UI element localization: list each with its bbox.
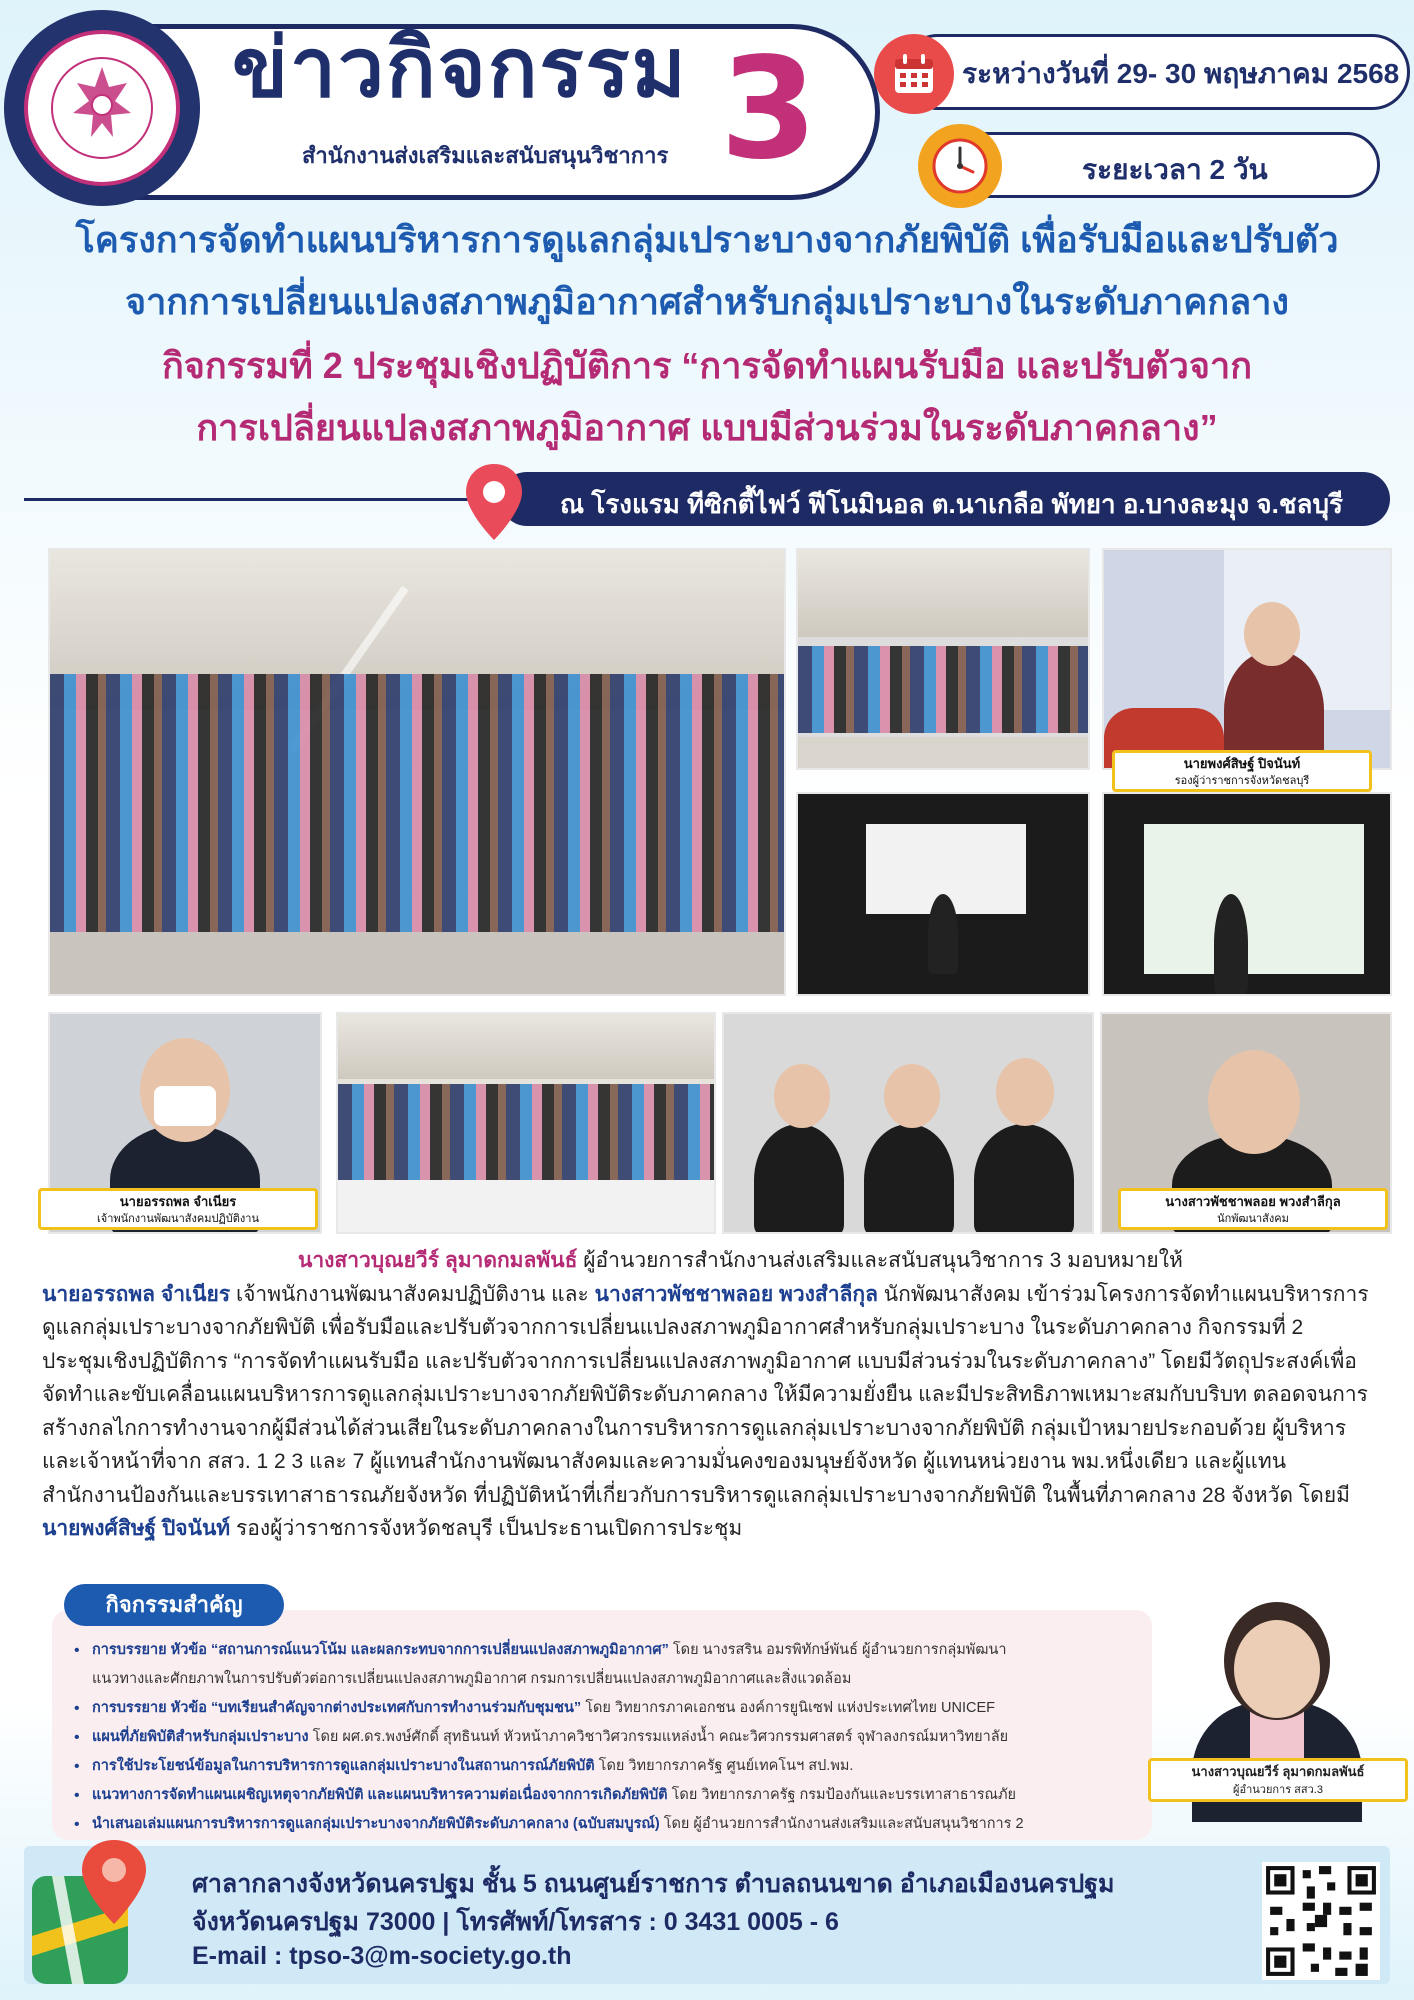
brand-number: 3 [720, 28, 818, 191]
list-item: • การบรรยาย หัวข้อ “สถานการณ์แนวโน้ม และผลกระทบจากการเปลี่ยนแปลงสภาพภูมิอากาศ” โดย นางรสริน อมรพิทักษ์พันธ์ ผู้อำนวยการกลุ่มพัฒนา [72, 1636, 1152, 1665]
event-date: ระหว่างวันที่ 29- 30 พฤษภาคม 2568 [962, 58, 1400, 89]
project-title-line1: โครงการจัดทำแผนบริหารการดูแลกลุ่มเปราะบางจากภัยพิบัติ เพื่อรับมือและปรับตัว [75, 219, 1339, 260]
caption-speaker: นายพงศ์สิษฐ์ ปิจนันท์ รองผู้ว่าราชการจังหวัดชลบุรี [1112, 750, 1372, 792]
footer-address-line1: ศาลากลางจังหวัดนครปฐม ชั้น 5 ถนนศูนย์ราชการ ตำบลถนนขาด อำเภอเมืองนครปฐม [192, 1870, 1115, 1898]
venue-text: ณ โรงแรม ทีซิกตี้ไฟว์ ฟีโนมินอล ต.นาเกลือ พัทยา อ.บางละมุง จ.ชลบุรี [560, 489, 1343, 519]
footer-address-line2: จังหวัดนครปฐม 73000 | โทรศัพท์/โทรสาร : 0 3431 0005 - 6 [192, 1908, 839, 1936]
activities-list [72, 1636, 1152, 1839]
staff2-name-highlight: นางสาวพัชชาพลอย พวงสำลีกุล [594, 1282, 878, 1306]
presenter-photo [1102, 792, 1392, 996]
list-item: • แนวทางการจัดทำแผนเผชิญเหตุจากภัยพิบัติ และแผนบริหารความต่อเนื่องจากการเกิดภัยพิบัติ โดย วิทยากรภาครัฐ กรมป้องกันและบรรเทาสาธารณภัย [72, 1781, 1152, 1810]
activities-tag: กิจกรรมสำคัญ [64, 1584, 284, 1626]
group-photo-main [48, 548, 786, 996]
participants-photo [722, 1012, 1094, 1234]
news-body: นางสาวบุณยวีร์ ลุมาดกมลพันธ์ ผู้อำนวยการสำนักงานส่งเสริมและสนับสนุนวิชาการ 3 มอบหมายให้ นายอรรถพล จำเนียร เจ้าพนักงานพัฒนาสังคมปฏิบัติงาน และ นางสาวพัชชาพลอย พวงสำลีกุล นักพัฒนาสังคม เข้าร่วมโครงการจัดทำแผนบริหารการดูแลกลุ่มเปราะบางจากภัยพิบัติ เพื่อรับมือและปรับตัวจากการเปลี่ยนแปลงสภาพภูมิอากาศสำหรับกลุ่มเปราะบาง ในระดับภาคกลาง กิจกรรมที่ 2 ประชุมเชิงปฏิบัติการ “การจัดทำแผนรับมือ และปรับตัวจากการเปลี่ยนแปลงสภาพภูมิอากาศ แบบมีส่วนร่วมในระดับภาคกลาง” โดยมีวัตถุประสงค์เพื่อจัดทำและขับเคลื่อนแผนบริหารการดูแลกลุ่มเปราะบางจากภัยพิบัติระดับภาคกลาง ให้มีความยั่งยืน และมีประสิทธิภาพเหมาะสมกับบริบท ตลอดจนการสร้างกลไกการทำงานจากผู้มีส่วนได้ส่วนเสียในระดับภาคกลางในการบริหารการดูแลกลุ่มเปราะบางจากภัยพิบัติ กลุ่มเป้าหมายประกอบด้วย ผู้บริหารและเจ้าหน้าที่จาก สสว. 1 2 3 และ 7 ผู้แทนสำนักงานพัฒนาสังคมและความมั่นคงของมนุษย์จังหวัด ผู้แทนหน่วยงาน พม.หนึ่งเดียว และผู้แทนสำนักงานป้องกันและบรรเทาสาธารณภัยจังหวัด ที่ปฏิบัติหน้าที่เกี่ยวกับการบริหารดูแลกลุ่มเปราะบางจากภัยพิบัติ ในพื้นที่ภาคกลาง 28 จังหวัด โดยมี นายพงศ์สิษฐ์ ปิจนันท์ รองผู้ว่าราชการจังหวัดชลบุรี เป็นประธานเปิดการประชุม [42, 1249, 1369, 1540]
brand-title: ข่าวกิจกรรม [232, 21, 688, 116]
hall-photo-1 [796, 548, 1090, 770]
list-item: • แผนที่ภัยพิบัติสำหรับกลุ่มเปราะบาง โดย ผศ.ดร.พงษ์ศักดิ์ สุทธินนท์ หัวหน้าภาควิชาวิศวกรรมแหล่งน้ำ คณะวิศวกรรมศาสตร์ จุฬาลงกรณ์มหาวิทยาลัย [72, 1723, 1152, 1752]
location-pin-icon [462, 462, 526, 542]
brand-subtitle: สำนักงานส่งเสริมและสนับสนุนวิชาการ [302, 143, 669, 168]
organization-seal-logo [4, 10, 200, 206]
event-duration: ระยะเวลา 2 วัน [1082, 154, 1268, 185]
list-item: • นำเสนอเล่มแผนการบริหารการดูแลกลุ่มเปราะบางจากภัยพิบัติระดับภาคกลาง (ฉบับสมบูรณ์) โดย ผู้อำนวยการสำนักงานส่งเสริมและสนับสนุนวิชาการ 2 [72, 1810, 1152, 1839]
list-item-continuation: แนวทางและศักยภาพในการปรับตัวต่อการเปลี่ยนแปลงสภาพภูมิอากาศ กรมการเปลี่ยนแปลงสภาพภูมิอากาศและสิ่งแวดล้อม [92, 1671, 852, 1687]
map-pin-icon [24, 1836, 164, 1988]
footer-email[interactable]: E-mail : tpso-3@m-society.go.th [192, 1942, 572, 1970]
qr-code[interactable] [1262, 1862, 1380, 1980]
director-name-highlight: นางสาวบุณยวีร์ ลุมาดกมลพันธ์ [298, 1249, 578, 1272]
list-item: • การบรรยาย หัวข้อ “บทเรียนสำคัญจากต่างประเทศกับการทำงานร่วมกับชุมชน” โดย วิทยากรภาคเอกชน องค์การยูนิเซฟ แห่งประเทศไทย UNICEF [72, 1694, 1152, 1723]
project-title-line2: จากการเปลี่ยนแปลงสภาพภูมิอากาศสำหรับกลุ่มเปราะบางในระดับภาคกลาง [124, 281, 1290, 322]
list-item: • การใช้ประโยชน์ข้อมูลในการบริหารการดูแลกลุ่มเปราะบางในสถานการณ์ภัยพิบัติ โดย วิทยากรภาครัฐ ศูนย์เทคโนฯ สป.พม. [72, 1752, 1152, 1781]
workshop-room-photo [336, 1012, 716, 1234]
clock-icon [918, 124, 1002, 208]
speaker-name-highlight: นายพงศ์สิษฐ์ ปิจนันท์ [42, 1517, 231, 1540]
caption-staff1: นายอรรถพล จำเนียร เจ้าพนักงานพัฒนาสังคมปฏิบัติงาน [38, 1188, 318, 1230]
activity-title-line1: กิจกรรมที่ 2 ประชุมเชิงปฏิบัติการ “การจัดทำแผนรับมือ และปรับตัวจาก [161, 345, 1252, 386]
caption-staff2: นางสาวพัชชาพลอย พวงสำลีกุล นักพัฒนาสังคม [1118, 1188, 1388, 1230]
staff1-name-highlight: นายอรรถพล จำเนียร [42, 1282, 231, 1306]
activity-title-line2: การเปลี่ยนแปลงสภาพภูมิอากาศ แบบมีส่วนร่วมในระดับภาคกลาง” [196, 407, 1218, 448]
speaker-photo [1102, 548, 1392, 770]
calendar-icon [874, 34, 954, 114]
presentation-photo [796, 792, 1090, 996]
caption-director: นางสาวบุณยวีร์ ลุมาดกมลพันธ์ ผู้อำนวยการ สสว.3 [1148, 1758, 1408, 1802]
